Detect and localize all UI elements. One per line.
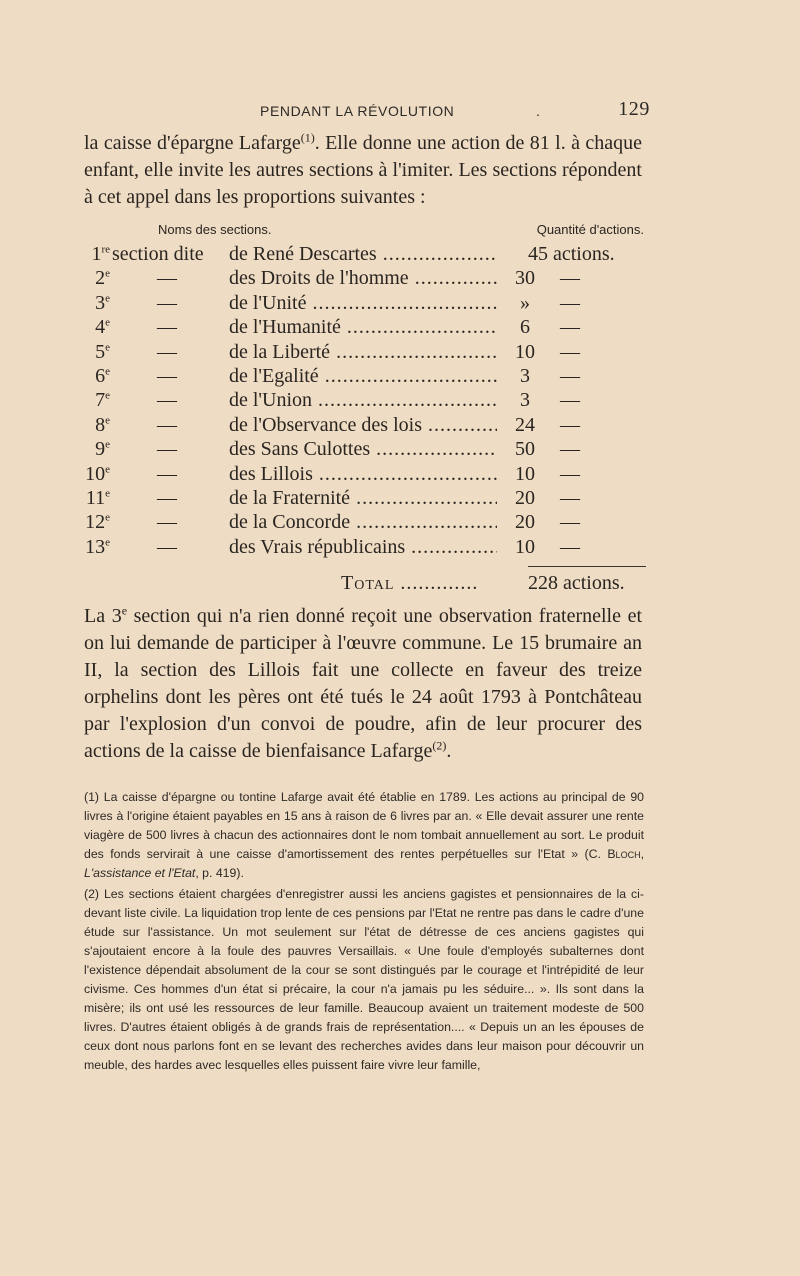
row-quantity: 50 xyxy=(515,438,535,461)
row-number: 6e xyxy=(95,364,110,387)
footnote-title: L'assistance et l'Etat xyxy=(84,866,196,880)
table-row xyxy=(84,388,644,412)
ditto-dash: — xyxy=(157,389,177,412)
section-name: de l'Humanité ..... xyxy=(229,315,497,339)
section-name: des Vrais républicains ..... xyxy=(229,535,497,559)
paragraph-text: . Elle donne une action de 81 l. à chaque enfant, elle invite les autres sections à l'imiter. Les sections répondent à cet appel dans les proportions suivantes : xyxy=(84,132,642,208)
running-separator: . xyxy=(536,103,541,119)
ditto-unit: — xyxy=(560,267,580,290)
ordinal-suffix: e xyxy=(121,603,128,618)
column-header-quantity: Quantité d'actions. xyxy=(536,222,644,237)
ditto-dash: — xyxy=(157,340,177,363)
ditto-dash: — xyxy=(157,316,177,339)
ditto-unit: — xyxy=(560,486,580,509)
total-rule xyxy=(528,566,646,567)
row-quantity: 20 xyxy=(515,486,535,509)
section-name: de la Liberté ..... xyxy=(229,340,497,364)
row-number: 3e xyxy=(95,291,110,314)
row-quantity: 10 xyxy=(515,535,535,558)
total-label: Total ..... xyxy=(341,571,478,595)
section-name: des Droits de l'homme ..... xyxy=(229,266,497,290)
ditto-dash: — xyxy=(157,511,177,534)
table-row xyxy=(84,535,644,559)
table-row xyxy=(84,315,644,339)
ditto-unit: — xyxy=(560,438,580,461)
ditto-unit: — xyxy=(560,413,580,436)
row-number: 8e xyxy=(95,413,110,436)
row-quantity: 24 xyxy=(515,413,535,436)
row-number: 12e xyxy=(85,511,110,534)
row-number: 5e xyxy=(95,340,110,363)
ditto-unit: — xyxy=(560,511,580,534)
ditto-unit: — xyxy=(560,462,580,485)
ditto-dash: — xyxy=(157,438,177,461)
footnote-2: (2) Les sections étaient chargées d'enregistrer aussi les anciens gagistes et pensionnaires de la ci-devant liste civile. La liquidation trop lente de ces pensions par l'Etat ne rentre pas dans le cadre d'une étude sur l'assistance. Un mot seulement sur l'état de détresse de ces anciens gagistes qui s'ajoutaient encore à la foule des pauvres Versaillais. « Une foule d'employés subalternes dont l'existence dépendait absolument de la cour se sont distingués par le courage et l'intrépidité de leur civisme. Ces hommes d'un état si précaire, la cour n'a jamais pu les séduire... ». Ils sont dans la misère; ils ont usé les ressources de leur famille. Beaucoup avaient un traitement modeste de 500 livres. D'autres étaient obligés à de grands frais de représentation.... « Depuis un an les épouses de ceux dont nous parlons font en se levant des recherches avides dans leur maison pour découvrir un meuble, des hardes avec lesquelles elles puissent faire vivre leur famille, xyxy=(84,887,644,1072)
row-number: 4e xyxy=(95,316,110,339)
table-row xyxy=(84,437,644,461)
ditto-dash: — xyxy=(157,413,177,436)
ditto-dash: — xyxy=(157,364,177,387)
table-row xyxy=(84,510,644,534)
section-name: des Sans Culottes ..... xyxy=(229,437,497,461)
page-number: 129 xyxy=(618,98,650,120)
row-quantity: 30 xyxy=(515,267,535,290)
table-row xyxy=(84,462,644,486)
footnote-ref-1: (1) xyxy=(300,130,315,145)
footnote-author: Bloch xyxy=(607,847,641,861)
footnotes xyxy=(84,788,644,1077)
section-name: de la Fraternité ..... xyxy=(229,486,497,510)
table-row xyxy=(84,291,644,315)
ditto-dash: — xyxy=(157,267,177,290)
row-quantity: 3 xyxy=(520,389,530,412)
row-quantity: 6 xyxy=(520,316,530,339)
section-name: de la Concorde ..... xyxy=(229,510,497,534)
paragraph-text: La 3 xyxy=(84,605,122,627)
ditto-dash: — xyxy=(157,462,177,485)
table-row xyxy=(84,242,644,266)
table-row xyxy=(84,413,644,437)
table-row xyxy=(84,486,644,510)
paragraph-text: section qui n'a rien donné reçoit une observation fraternelle et on lui demande de participer à l'œuvre commune. Le 15 brumaire an II, la section des Lillois fait une collecte en faveur des treize orphelins dont les pères ont été tués le 24 août 1793 à Pontchâteau par l'explosion d'un convoi de poudre, afin de leur procurer des actions de la caisse de bienfaisance Lafarge xyxy=(84,605,643,762)
row-quantity: 20 xyxy=(515,511,535,534)
section-name: de René Descartes ..... xyxy=(229,242,497,266)
ditto-unit: — xyxy=(560,291,580,314)
paragraph-text: . xyxy=(446,740,452,762)
table-row xyxy=(84,364,644,388)
paragraph-text: la caisse d'épargne Lafarge xyxy=(84,132,301,154)
ditto-unit: — xyxy=(560,364,580,387)
sections-table xyxy=(84,242,644,559)
row-quantity: 45 actions. xyxy=(528,243,615,265)
ditto-dash: — xyxy=(157,535,177,558)
ditto-unit: — xyxy=(560,316,580,339)
row-number: 7e xyxy=(95,389,110,412)
row-quantity: 10 xyxy=(515,462,535,485)
running-title: PENDANT LA RÉVOLUTION xyxy=(260,103,455,119)
row-quantity: 10 xyxy=(515,340,535,363)
row-number: 13e xyxy=(85,535,110,558)
section-name: de l'Unité ..... xyxy=(229,291,497,315)
paragraph-intro xyxy=(84,130,642,211)
table-row xyxy=(84,266,644,290)
ditto-dash: — xyxy=(157,291,177,314)
total-value: 228 actions. xyxy=(528,572,625,594)
row-number: 1re xyxy=(91,243,110,265)
row-number: 10e xyxy=(85,462,110,485)
footnote-1: (1) La caisse d'épargne ou tontine Lafarge avait été établie en 1789. Les actions au principal de 90 livres à l'origine étaient payables en 15 ans à raison de 6 livres par an. « Elle devait assurer une rente viagère de 500 livres à chacun des actionnaires dont le nom tombait annuellement au sort. Le produit des fonds servirait à une caisse d'amortissement des rentes perpétuelles sur l'Etat » (C. Bloch, L'assistance et l'Etat, p. 419). xyxy=(84,790,644,880)
ditto-unit: — xyxy=(560,389,580,412)
ditto-unit: — xyxy=(560,340,580,363)
row-number: 9e xyxy=(95,438,110,461)
ditto-unit: — xyxy=(560,535,580,558)
row-quantity: 3 xyxy=(520,364,530,387)
section-name: de l'Observance des lois ..... xyxy=(229,413,497,437)
paragraph-observation xyxy=(84,603,642,765)
column-header-sections: Noms des sections. xyxy=(158,222,272,237)
row-number: 2e xyxy=(95,267,110,290)
section-name: de l'Union ..... xyxy=(229,388,497,412)
row-label: section dite xyxy=(112,243,204,265)
section-name: de l'Egalité ..... xyxy=(229,364,497,388)
row-quantity: » xyxy=(520,291,530,314)
section-name: des Lillois ..... xyxy=(229,462,497,486)
ditto-dash: — xyxy=(157,486,177,509)
row-number: 11e xyxy=(85,486,110,509)
table-row xyxy=(84,340,644,364)
footnote-ref-2: (2) xyxy=(432,738,447,753)
